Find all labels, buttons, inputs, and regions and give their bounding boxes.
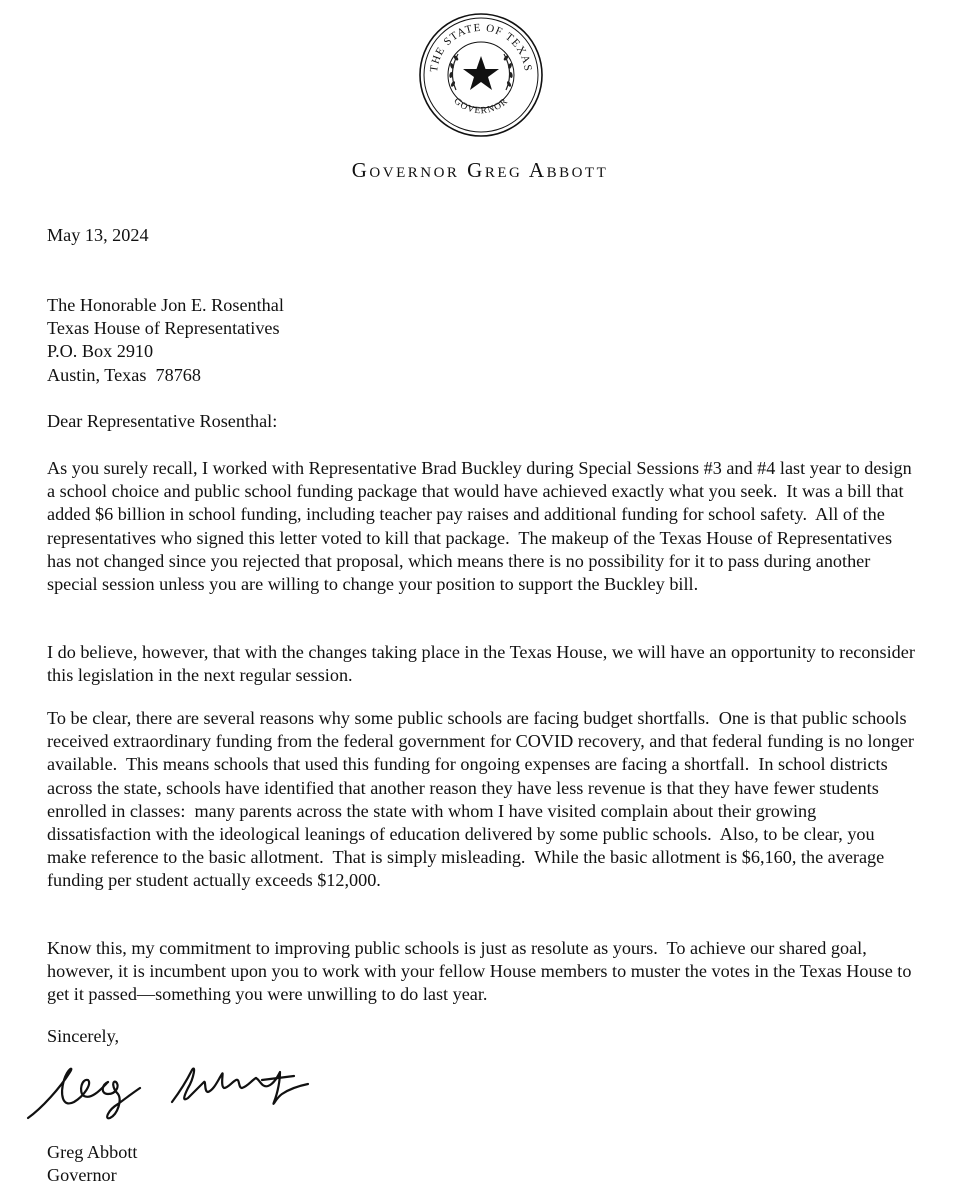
letter-date: May 13, 2024 <box>47 225 149 245</box>
signer-title: Governor <box>47 1165 117 1186</box>
closing: Sincerely, <box>47 1026 120 1046</box>
body-paragraph: I do believe, however, that with the changes taking place in the Texas House, we will have an opportunity to reconsider this legislation in the next regular session. <box>47 642 920 686</box>
letterhead-title: Governor Greg Abbott <box>351 158 609 182</box>
svg-text:GOVERNOR: GOVERNOR <box>451 96 511 117</box>
recipient-org: Texas House of Representatives <box>47 318 280 339</box>
salutation: Dear Representative Rosenthal: <box>47 411 278 431</box>
signer-block <box>47 1141 917 1187</box>
recipient-name: The Honorable Jon E. Rosenthal <box>47 295 284 315</box>
body-paragraph: As you surely recall, I worked with Representative Brad Buckley during Special Sessions #3 and #4 last year to design a school choice and public school funding package that would have achieved exactly what you seek. It was a bill that added $6 billion in school funding, including teacher pay raises and additional funding for school safety. All of the representatives who signed this letter voted to kill that package. The makeup of the Texas House of Representatives has not changed since you rejected that proposal, which means there is no possibility for it to pass during another special session unless you are willing to change your position to support the Buckley bill. <box>47 458 917 595</box>
body-paragraph: To be clear, there are several reasons why some public schools are facing budget shortfalls. One is that public schools received extraordinary funding from the federal government for COVID recovery, and that federal funding is no longer available. This means schools that used this funding for ongoing expenses are facing a shortfall. In school districts across the state, schools have identified that another reason they have less revenue is that they have fewer students enrolled in classes: many parents across the state with whom I have visited complain about their growing dissatisfaction with the ideological leanings of education delivered by some public schools. Also, to be clear, you make reference to the basic allotment. That is simply misleading. While the basic allotment is $6,160, the average funding per student actually exceeds $12,000. <box>47 708 919 891</box>
recipient-box: P.O. Box 2910 <box>47 341 154 362</box>
recipient-city: Austin, Texas 78768 <box>47 364 201 385</box>
recipient-address <box>47 294 917 387</box>
body-paragraph: Know this, my commitment to improving public schools is just as resolute as yours. To achieve our shared goal, however, it is incumbent upon you to work with your fellow House members to muster the votes in the Texas House to get it passed—something you were unwilling to do last year. <box>47 938 917 1005</box>
signer-name: Greg Abbott <box>47 1142 138 1162</box>
texas-governor-seal-icon <box>418 12 544 138</box>
svg-text:THE STATE OF TEXAS: THE STATE OF TEXAS <box>427 21 534 73</box>
handwritten-signature-icon <box>22 1058 312 1128</box>
